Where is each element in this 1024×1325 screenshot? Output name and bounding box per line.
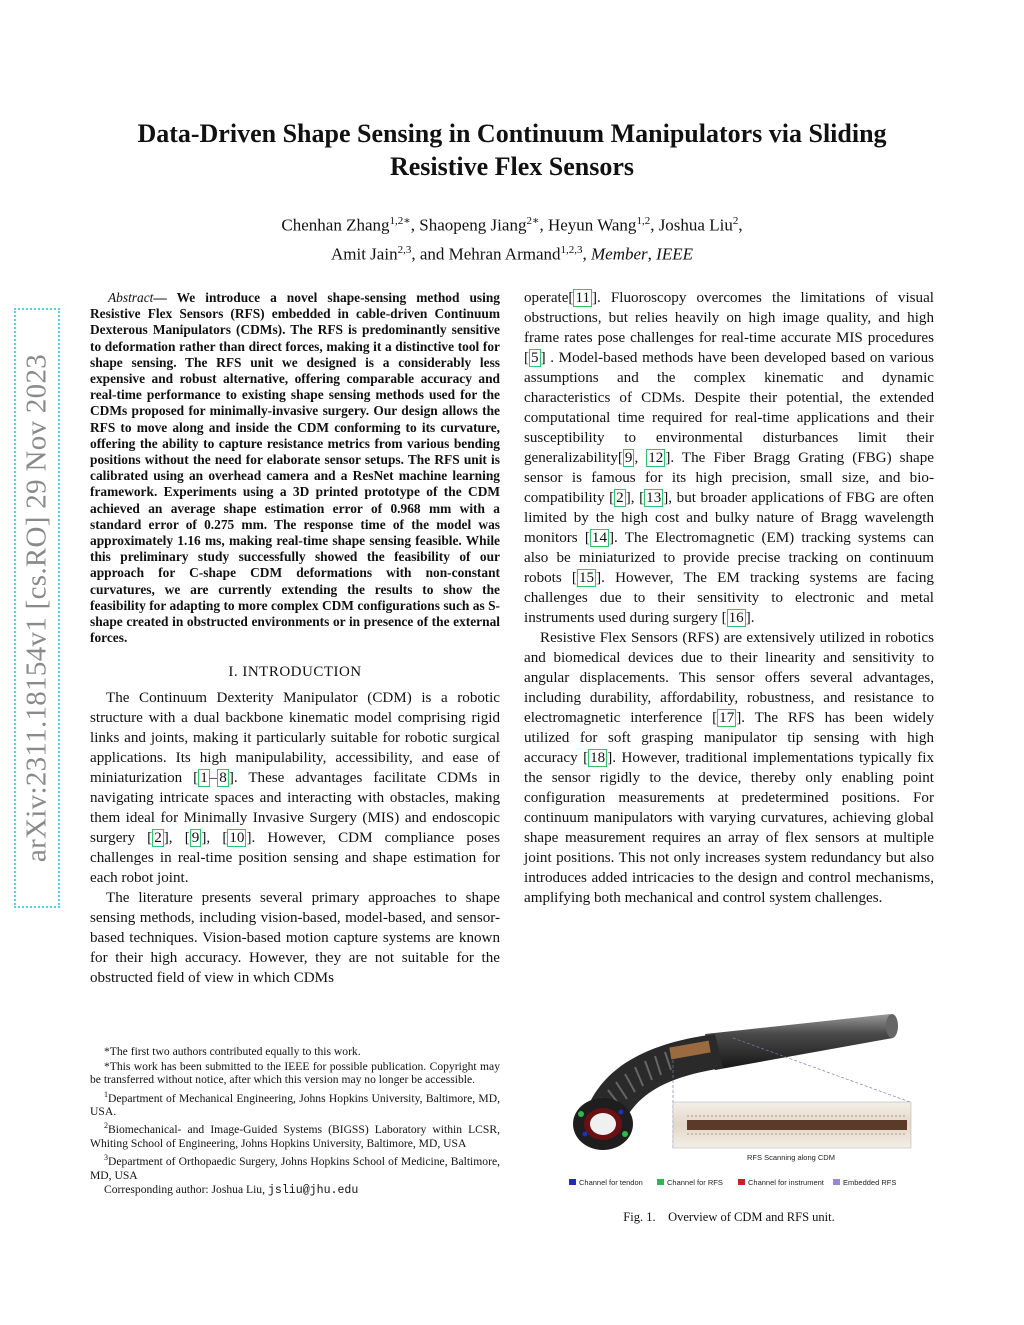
text-run: ]. These advantages facilitate CDMs in navigating intricate spaces and interacting with obstacles, making them ideal for Minimally Invasive Surgery (MIS) and endoscopic surgery [ <box>90 770 501 847</box>
email-link[interactable]: jsliu@jhu.edu <box>267 1184 359 1198</box>
text-run: ] . Model-based methods have been developed based on various assumptions and the complex kinematic and dynamic characteristics of CDMs. Despite their potential, the extended computational time required for real-time applications and their susceptibility to environmental disturbances limit their generalizability[ <box>524 350 934 466</box>
legend-swatch-instrument <box>738 1179 745 1185</box>
legend-label-instrument: Channel for instrument <box>748 1178 824 1187</box>
text-run: operate[ <box>524 290 574 306</box>
citation-link[interactable]: 13 <box>646 490 662 506</box>
text-run: ]. However, The EM tracking systems are facing challenges due to their sensitivity to electronic and metal instruments used during surgery [ <box>524 570 934 626</box>
citation-link[interactable]: 10 <box>229 830 245 847</box>
author-name: Chenhan Zhang <box>281 215 390 235</box>
footnote-mark: 2 <box>104 1121 108 1131</box>
citation-link[interactable]: 2 <box>154 830 162 847</box>
rfs-scanning-label: RFS Scanning along CDM <box>747 1153 835 1162</box>
footnote <box>90 1183 500 1198</box>
author-affil: 2∗ <box>526 215 540 227</box>
citation-link[interactable]: 16 <box>728 610 744 626</box>
citation-link[interactable]: 8 <box>219 770 227 787</box>
citation-link[interactable]: 11 <box>575 290 590 306</box>
legend-swatch-embedded-rfs <box>833 1179 840 1185</box>
author-affil: 1,2 <box>636 215 651 227</box>
embedded-rfs-strip <box>673 1102 911 1148</box>
legend-swatch-rfs <box>657 1179 664 1185</box>
text-run: ]. Fluoroscopy overcomes the limitations of visual obstructions, but relies heavily on high image quality, and high frame rates pose challenges for real-time accurate MIS procedures [ <box>524 290 934 366</box>
author-affil: 1,2,3 <box>560 243 583 256</box>
title-line-2: Resistive Flex Sensors <box>389 152 635 181</box>
text-run: ], [ <box>625 490 645 506</box>
title-line-1: Data-Driven Shape Sensing in Continuum Manipulators via Sliding <box>137 119 887 148</box>
citation-link[interactable]: 17 <box>719 710 735 726</box>
cdm-tube <box>705 1014 898 1070</box>
text-run: ]. However, CDM compliance poses challenges in real-time position sensing and shape estimation for each robot joint. <box>90 830 500 887</box>
arxiv-identifier[interactable] <box>14 308 60 908</box>
legend-swatch-tendon <box>569 1179 576 1185</box>
author-line-1: Chenhan Zhang$^{1,2∗}$, Shaopeng Jiang$^{2∗}$, Heyun Wang$^{1,2}$, Joshua Liu$^2$, <box>281 215 743 235</box>
author-list <box>100 209 924 266</box>
cdm-end-face <box>573 1098 633 1150</box>
text-run: – <box>209 770 218 787</box>
intro-paragraph-1 <box>90 688 500 888</box>
right-column <box>524 288 934 908</box>
author-name: Heyun Wang <box>547 215 637 235</box>
citation-link[interactable]: 12 <box>648 450 664 466</box>
citation-link[interactable]: 14 <box>591 530 607 546</box>
left-column <box>90 290 500 988</box>
author-name: Joshua Liu <box>658 215 733 235</box>
figure-legend <box>569 1178 896 1187</box>
abstract <box>90 290 500 646</box>
footnote-mark: 1 <box>104 1089 108 1099</box>
citation-link[interactable]: 15 <box>578 570 595 586</box>
legend-label-rfs: Channel for RFS <box>667 1178 723 1187</box>
text-run: ], [ <box>201 830 228 847</box>
legend-label-embedded-rfs: Embedded RFS <box>843 1178 897 1187</box>
figure-cdm-rfs <box>555 1012 915 1202</box>
text-run: ]. The Electromagnetic (EM) tracking systems can also be miniaturized to provide precise tracking on continuum robots [ <box>524 530 934 586</box>
legend-label-tendon: Channel for tendon <box>579 1178 643 1187</box>
footnote-text: Department of Mechanical Engineering, Johns Hopkins University, Baltimore, MD, USA. <box>90 1091 500 1118</box>
text-run: ]. The Fiber Bragg Grating (FBG) shape sensor is famous for its high precision, small size, and bio-compatibility [ <box>524 450 934 506</box>
citation-link[interactable]: 1 <box>200 770 208 787</box>
text-run: ], but broader applications of FBG are often limited by the high cost and bulky nature of Bragg wavelength monitors [ <box>524 490 935 546</box>
text-run: , <box>634 450 647 466</box>
footnote <box>90 1088 500 1119</box>
text-run: ]. However, traditional implementations typically fix the sensor rigidly to the device, thereby only enabling point configuration measurements at predetermined positions. For continuum manipulators with varying curvatures, achieving global shape measurement requires an array of flex sensors at multiple joint positions. This not only increases system redundancy but also introduces added intricacies to the design and control mechanisms, amplifying both mechanical and control system challenges. <box>524 750 934 906</box>
footnote <box>90 1151 500 1182</box>
footnote-text: Corresponding author: Joshua Liu, <box>104 1183 268 1197</box>
footnote: *The first two authors contributed equally to this work. <box>104 1045 361 1058</box>
text-run: ]. The RFS has been widely utilized for soft grasping manipulator tip sensing with high accuracy [ <box>524 710 934 766</box>
arxiv-identifier-text: arXiv:2311.18154v1 [cs.RO] 29 Nov 2023 <box>20 353 53 863</box>
citation-link[interactable]: 9 <box>191 830 200 847</box>
text-run: ], [ <box>163 830 190 847</box>
right-paragraph-2 <box>524 628 934 908</box>
author-affil: 2 <box>732 215 739 227</box>
author-name: Shaopeng Jiang <box>419 215 527 235</box>
author-ieee: IEEE <box>656 244 693 264</box>
text-run: The Continuum Dexterity Manipulator (CDM) is a robotic structure with a dual backbone kinematic model comprising rigid links and joints, making it particularly suitable for robotic surgical applications. Its high manipulability, accessibility, and ease of miniaturization [ <box>90 690 500 787</box>
figure-caption: Fig. 1. Overview of CDM and RFS unit. <box>623 1210 835 1224</box>
right-paragraph-1 <box>524 288 934 628</box>
author-affil: 1,2∗ <box>389 215 411 227</box>
abstract-text: — We introduce a novel shape-sensing method using Resistive Flex Sensors (RFS) embedded in cable-driven Continuum Dexterous Manipulators (CDMs). The RFS is predominantly sensitive to deformation rather than direct forces, making it a distinctive tool for shape sensing. The RFS unit we designed is a considerably less expensive and robust alternative, offering comparable accuracy and real-time performance to existing shape sensing methods used for the CDMs proposed for minimally-invasive surgery. Our design allows the RFS to move along and inside the CDM conforming to its curvature, offering the ability to capture resistance metrics from various bending positions without the need for elaborate sensor setups. The RFS unit is calibrated using an overhead camera and a ResNet machine learning framework. Experiments using a 3D printed prototype of the CDM achieved an average shape estimation error of 0.968 mm with a standard error of 0.275 mm. The response time of the model was approximately 1.16 ms, making real-time shape sensing feasible. While this preliminary study successfully showed the feasibility of our approach for C-shape CDM deformations with non-constant curvatures, we are currently extending the results to show the feasibility for adapting to more complex CDM configurations such as S-shape created in obstructed environments or in presence of the external forces. <box>90 290 500 646</box>
footnote: *This work has been submitted to the IEEE for possible publication. Copyright may be transferred without notice, after which this version may no longer be accessible. <box>90 1059 500 1086</box>
section-heading: I. INTRODUCTION <box>228 664 362 681</box>
author-affil: 2,3 <box>397 243 412 256</box>
paper-title <box>80 117 944 183</box>
intro-paragraph-2: The literature presents several primary approaches to shape sensing methods, including vision-based, model-based, and sensor-based techniques. Vision-based motion capture systems are known for their high accuracy. However, they are not suitable for the obstructed field of view in which CDMs <box>90 890 500 987</box>
footnote <box>90 1119 500 1150</box>
text-run: ]. <box>745 610 755 626</box>
footnotes <box>90 1045 500 1199</box>
footnote-mark: 3 <box>104 1153 108 1163</box>
author-name: Amit Jain <box>330 244 398 264</box>
author-name: Mehran Armand <box>448 244 561 264</box>
abstract-label: Abstract <box>108 290 154 305</box>
citation-link[interactable]: 18 <box>590 750 606 766</box>
author-line-2: Amit Jain$^{2,3}$, and Mehran Armand$^{1,2,3}$, Member, IEEE <box>330 243 693 264</box>
footnote-text: Department of Orthopaedic Surgery, Johns Hopkins School of Medicine, Baltimore, MD, USA <box>90 1155 500 1182</box>
author-member: Member <box>591 244 648 264</box>
citation-link[interactable]: 2 <box>616 490 624 506</box>
footnote-text: Biomechanical- and Image-Guided Systems (BIGSS) Laboratory within LCSR, Whiting School of Engineering, Johns Hopkins University, Baltimore, MD, USA <box>90 1123 500 1150</box>
citation-link[interactable]: 5 <box>531 350 539 366</box>
text-run: Resistive Flex Sensors (RFS) are extensively utilized in robotics and biomedical devices due to their linearity and sensitivity to angular displacements. This sensor offers several advantages, including durability, affordability, robustness, and resistance to electromagnetic interference [ <box>524 630 934 726</box>
citation-link[interactable]: 9 <box>624 450 633 466</box>
